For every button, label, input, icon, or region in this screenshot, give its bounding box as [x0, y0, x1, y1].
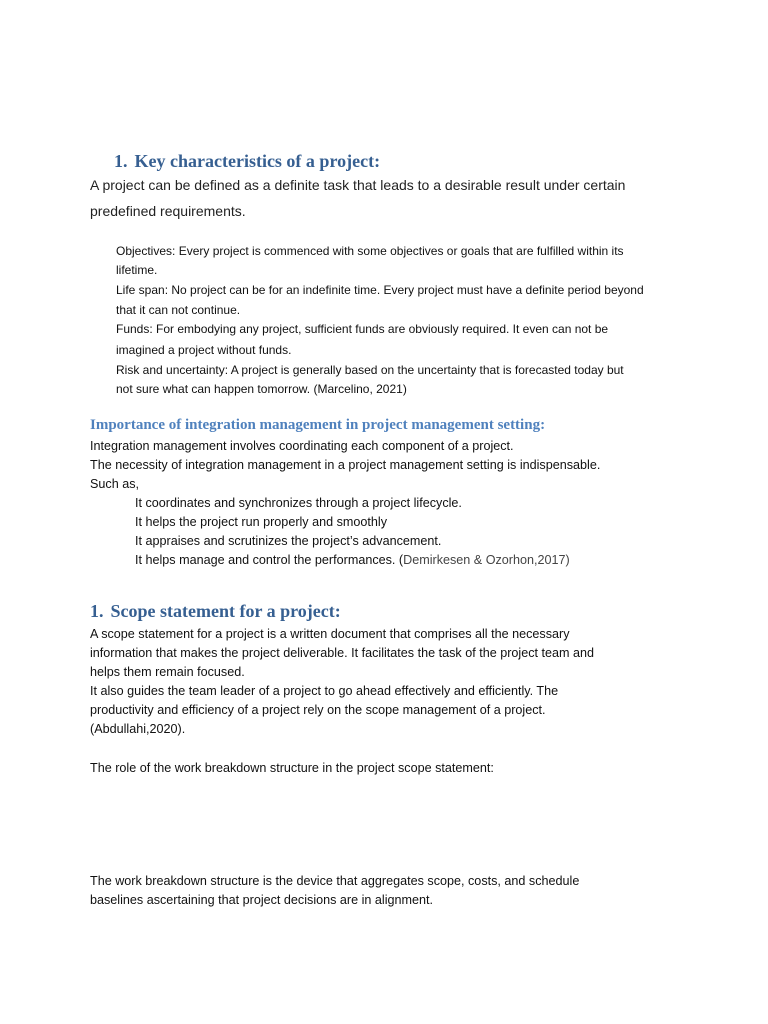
section-heading-integration: Importance of integration management in project management setting: — [90, 417, 546, 433]
citation: Demirkesen & Ozorhon,2017) — [403, 553, 570, 567]
scope-line: It also guides the team leader of a project to go ahead effectively and efficiently. The — [90, 684, 559, 698]
intro-line-1: A project can be defined as a definite task that leads to a desirable result under certain — [90, 177, 626, 193]
wbs-answer-line-2: baselines ascertaining that project decisions are in alignment. — [90, 893, 434, 907]
char-line: Risk and uncertainty: A project is generally based on the uncertainty that is forecasted today but — [116, 363, 624, 377]
scope-line: helps them remain focused. — [90, 665, 245, 679]
integration-line-2: The necessity of integration management in a project management setting is indispensable. — [90, 458, 601, 472]
wbs-question: The role of the work breakdown structure in the project scope statement: — [90, 761, 494, 775]
scope-line: information that makes the project deliverable. It facilitates the task of the project team and — [90, 646, 595, 660]
char-line: Objectives: Every project is commenced with some objectives or goals that are fulfilled within its — [116, 244, 624, 258]
intro-line-2: predefined requirements. — [90, 203, 246, 219]
section-heading-scope-statement: 1. Scope statement for a project: — [90, 601, 341, 621]
integration-line-3: Such as, — [90, 477, 140, 491]
section-heading-key-characteristics: 1. Key characteristics of a project: — [114, 151, 381, 171]
integration-item: It coordinates and synchronizes through a project lifecycle. — [135, 496, 462, 510]
char-line: lifetime. — [116, 263, 158, 277]
integration-item-with-citation: It helps manage and control the performances. (Demirkesen & Ozorhon,2017) — [135, 553, 570, 567]
char-line: imagined a project without funds. — [116, 343, 292, 357]
integration-item: It helps the project run properly and smoothly — [135, 515, 388, 529]
char-line: that it can not continue. — [116, 303, 241, 317]
integration-item: It appraises and scrutinizes the project’s advancement. — [135, 534, 442, 548]
char-line: Life span: No project can be for an indefinite time. Every project must have a definite period beyond — [116, 283, 644, 297]
char-line: Funds: For embodying any project, sufficient funds are obviously required. It even can not be — [116, 322, 609, 336]
scope-line: A scope statement for a project is a written document that comprises all the necessary — [90, 627, 570, 641]
scope-line: (Abdullahi,2020). — [90, 722, 186, 736]
scope-line: productivity and efficiency of a project rely on the scope management of a project. — [90, 703, 546, 717]
char-line: not sure what can happen tomorrow. (Marcelino, 2021) — [116, 382, 407, 396]
wbs-answer-line-1: The work breakdown structure is the device that aggregates scope, costs, and schedule — [90, 874, 580, 888]
integration-line-1: Integration management involves coordinating each component of a project. — [90, 439, 514, 453]
